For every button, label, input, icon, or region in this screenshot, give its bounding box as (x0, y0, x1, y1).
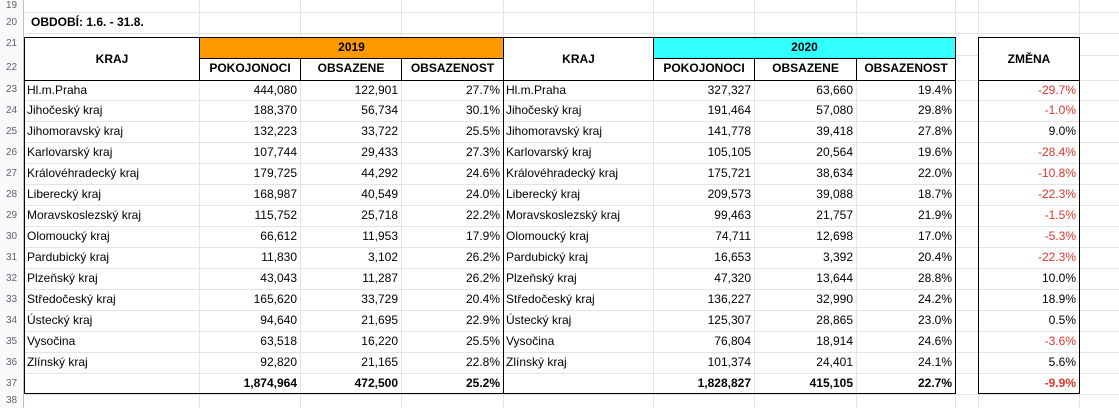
obsazenost-cell-2019[interactable]: 27.3% (465, 145, 500, 159)
year-2019-header[interactable]: 2019 (199, 37, 504, 59)
obsazene-cell-2020[interactable]: 38,634 (816, 166, 853, 180)
zmena-cell[interactable]: 9.0% (1048, 124, 1076, 138)
obsazene-cell-2020[interactable]: 39,088 (816, 187, 853, 201)
kraj-cell-2020[interactable]: Olomoucký kraj (506, 229, 589, 243)
obsazenost-cell-2019[interactable]: 22.2% (465, 208, 500, 222)
pokojonoci-cell-2020[interactable]: 101,374 (707, 355, 751, 369)
pokojonoci-cell-2019[interactable]: 11,830 (261, 250, 297, 264)
pokojonoci-cell-2019[interactable]: 92,820 (260, 355, 297, 369)
pokojonoci-cell-2020[interactable]: 141,778 (707, 124, 751, 138)
total-zmena[interactable]: -9.9% (1044, 376, 1076, 390)
zmena-cell[interactable]: -10.8% (1037, 166, 1076, 180)
total-pokojonoci-2020[interactable]: 1,828,827 (697, 376, 751, 390)
obsazenost-cell-2020[interactable]: 21.9% (917, 208, 952, 222)
row-header[interactable]: 25 (0, 121, 24, 142)
obsazenost-cell-2020[interactable]: 22.0% (917, 166, 952, 180)
obsazenost-header-2019[interactable]: OBSAZENOST (401, 58, 504, 81)
obsazenost-cell-2020[interactable]: 24.2% (917, 292, 952, 306)
zmena-cell[interactable]: 18.9% (1041, 292, 1076, 306)
row-header[interactable]: 36 (0, 352, 24, 373)
total-pokojonoci-2019[interactable]: 1,874,964 (243, 376, 297, 390)
obsazenost-cell-2019[interactable]: 24.0% (465, 187, 500, 201)
row-header[interactable]: 33 (0, 289, 24, 310)
zmena-cell[interactable]: 5.6% (1048, 355, 1076, 369)
obsazene-cell-2019[interactable]: 29,433 (361, 145, 398, 159)
kraj-cell-2019[interactable]: Jihočeský kraj (27, 103, 103, 117)
row-header[interactable]: 27 (0, 163, 24, 184)
zmena-cell[interactable]: -22.3% (1037, 250, 1076, 264)
kraj-cell-2020[interactable]: Pardubický kraj (506, 250, 589, 264)
row-header[interactable]: 29 (0, 205, 24, 226)
obsazenost-cell-2020[interactable]: 28.8% (917, 271, 952, 285)
obsazenost-cell-2020[interactable]: 24.1% (917, 355, 952, 369)
kraj-cell-2019[interactable]: Hl.m.Praha (27, 83, 88, 97)
kraj-cell-2019[interactable]: Královéhradecký kraj (27, 166, 140, 180)
row-header[interactable]: 23 (0, 80, 24, 100)
obsazene-cell-2020[interactable]: 63,660 (816, 83, 853, 97)
pokojonoci-cell-2019[interactable]: 43,043 (260, 271, 297, 285)
kraj-cell-2020[interactable]: Liberecký kraj (506, 187, 581, 201)
pokojonoci-cell-2020[interactable]: 16,653 (714, 250, 751, 264)
pokojonoci-cell-2019[interactable]: 179,725 (253, 166, 297, 180)
pokojonoci-cell-2020[interactable]: 76,804 (714, 334, 751, 348)
kraj-cell-2019[interactable]: Ústecký kraj (27, 313, 93, 327)
row-header[interactable]: 31 (0, 247, 24, 268)
row-header[interactable]: 26 (0, 142, 24, 163)
pokojonoci-cell-2020[interactable]: 136,227 (707, 292, 751, 306)
obsazene-cell-2019[interactable]: 11,953 (362, 229, 398, 243)
total-obsazenost-2020[interactable]: 22.7% (917, 376, 952, 390)
pokojonoci-cell-2020[interactable]: 47,320 (714, 271, 751, 285)
kraj-cell-2020[interactable]: Jihomoravský kraj (506, 124, 603, 138)
row-header[interactable]: 38 (0, 394, 24, 408)
kraj-cell-2019[interactable]: Vysočina (27, 334, 76, 348)
pokojonoci-cell-2020[interactable]: 209,573 (707, 187, 751, 201)
zmena-cell[interactable]: -29.7% (1037, 83, 1076, 97)
row-header[interactable]: 34 (0, 310, 24, 331)
pokojonoci-header-2020[interactable]: POKOJONOCI (653, 58, 755, 81)
pokojonoci-cell-2020[interactable]: 99,463 (714, 208, 751, 222)
obsazenost-cell-2020[interactable]: 24.6% (917, 334, 952, 348)
obsazenost-cell-2019[interactable]: 30.1% (465, 103, 500, 117)
obsazene-cell-2020[interactable]: 12,698 (816, 229, 853, 243)
kraj-cell-2020[interactable]: Zlínský kraj (506, 355, 567, 369)
obsazene-cell-2019[interactable]: 25,718 (361, 208, 398, 222)
kraj-cell-2019[interactable]: Moravskoslezský kraj (27, 208, 142, 222)
obsazene-cell-2019[interactable]: 21,695 (361, 313, 398, 327)
total-obsazene-2020[interactable]: 415,105 (809, 376, 853, 390)
pokojonoci-cell-2019[interactable]: 132,223 (253, 124, 297, 138)
kraj-cell-2019[interactable]: Jihomoravský kraj (27, 124, 124, 138)
obsazenost-cell-2019[interactable]: 22.9% (465, 313, 500, 327)
pokojonoci-cell-2020[interactable]: 74,711 (715, 229, 751, 243)
kraj-cell-2019[interactable]: Olomoucký kraj (27, 229, 110, 243)
obsazenost-cell-2020[interactable]: 27.8% (917, 124, 952, 138)
pokojonoci-cell-2019[interactable]: 94,640 (260, 313, 297, 327)
kraj-cell-2020[interactable]: Moravskoslezský kraj (506, 208, 621, 222)
obsazene-cell-2020[interactable]: 21,757 (816, 208, 853, 222)
obsazene-cell-2020[interactable]: 13,644 (816, 271, 853, 285)
obsazene-cell-2020[interactable]: 24,401 (816, 355, 853, 369)
obsazenost-cell-2019[interactable]: 26.2% (465, 271, 500, 285)
pokojonoci-cell-2019[interactable]: 115,752 (254, 208, 297, 222)
kraj-cell-2020[interactable]: Plzeňský kraj (506, 271, 577, 285)
kraj-cell-2020[interactable]: Vysočina (506, 334, 555, 348)
obsazene-cell-2020[interactable]: 28,865 (816, 313, 853, 327)
row-header[interactable]: 19 (0, 0, 24, 12)
obsazenost-cell-2020[interactable]: 18.7% (917, 187, 952, 201)
obsazenost-cell-2019[interactable]: 25.5% (465, 124, 500, 138)
obsazene-cell-2020[interactable]: 18,914 (816, 334, 853, 348)
pokojonoci-cell-2019[interactable]: 63,518 (260, 334, 297, 348)
kraj-cell-2020[interactable]: Královéhradecký kraj (506, 166, 619, 180)
obsazenost-cell-2020[interactable]: 19.4% (917, 83, 952, 97)
obsazene-cell-2020[interactable]: 57,080 (816, 103, 853, 117)
kraj-cell-2019[interactable]: Karlovarský kraj (27, 145, 113, 159)
obsazenost-cell-2019[interactable]: 22.8% (465, 355, 500, 369)
obsazenost-cell-2020[interactable]: 29.8% (917, 103, 952, 117)
kraj-cell-2019[interactable]: Zlínský kraj (27, 355, 88, 369)
obsazenost-cell-2019[interactable]: 17.9% (465, 229, 500, 243)
obsazenost-header-2020[interactable]: OBSAZENOST (856, 58, 956, 81)
obsazene-cell-2019[interactable]: 3,102 (367, 250, 398, 264)
pokojonoci-cell-2020[interactable]: 105,105 (707, 145, 751, 159)
row-header[interactable]: 21 (0, 33, 24, 55)
obsazenost-cell-2019[interactable]: 27.7% (465, 83, 500, 97)
kraj-cell-2019[interactable]: Pardubický kraj (27, 250, 110, 264)
obsazene-cell-2019[interactable]: 21,165 (361, 355, 398, 369)
obsazene-cell-2019[interactable]: 33,722 (361, 124, 398, 138)
kraj-cell-2020[interactable]: Hl.m.Praha (506, 83, 567, 97)
zmena-header[interactable]: ZMĚNA (978, 37, 1080, 81)
row-header[interactable]: 35 (0, 331, 24, 352)
kraj-cell-2020[interactable]: Středočeský kraj (506, 292, 595, 306)
zmena-cell[interactable]: -3.6% (1044, 334, 1076, 348)
gridline-horizontal (0, 394, 1119, 395)
obsazene-cell-2020[interactable]: 3,392 (822, 250, 853, 264)
kraj-cell-2019[interactable]: Liberecký kraj (27, 187, 102, 201)
pokojonoci-cell-2019[interactable]: 168,987 (253, 187, 297, 201)
kraj-cell-2020[interactable]: Ústecký kraj (506, 313, 572, 327)
obsazene-cell-2019[interactable]: 122,901 (354, 83, 398, 97)
pokojonoci-cell-2019[interactable]: 188,370 (253, 103, 297, 117)
zmena-cell[interactable]: -5.3% (1044, 229, 1076, 243)
total-obsazene-2019[interactable]: 472,500 (354, 376, 398, 390)
zmena-cell[interactable]: -1.0% (1044, 103, 1076, 117)
zmena-cell[interactable]: -28.4% (1037, 145, 1076, 159)
row-header[interactable]: 32 (0, 268, 24, 289)
obsazenost-cell-2019[interactable]: 20.4% (465, 292, 500, 306)
zmena-cell[interactable]: -1.5% (1044, 208, 1076, 222)
kraj-header-2019[interactable]: KRAJ (24, 37, 200, 81)
obsazene-header-2019[interactable]: OBSAZENE (300, 58, 402, 81)
pokojonoci-cell-2019[interactable]: 165,620 (253, 292, 297, 306)
pokojonoci-header-2019[interactable]: POKOJONOCI (199, 58, 301, 81)
pokojonoci-cell-2020[interactable]: 327,327 (707, 83, 751, 97)
obsazenost-cell-2019[interactable]: 25.5% (465, 334, 500, 348)
obsazenost-cell-2019[interactable]: 24.6% (465, 166, 500, 180)
total-obsazenost-2019[interactable]: 25.2% (465, 376, 500, 390)
kraj-cell-2019[interactable]: Středočeský kraj (27, 292, 116, 306)
year-2020-header[interactable]: 2020 (653, 37, 956, 59)
kraj-cell-2020[interactable]: Karlovarský kraj (506, 145, 592, 159)
obsazene-header-2020[interactable]: OBSAZENE (754, 58, 857, 81)
obsazenost-cell-2020[interactable]: 19.6% (917, 145, 952, 159)
obsazenost-cell-2020[interactable]: 23.0% (917, 313, 952, 327)
zmena-cell[interactable]: -22.3% (1037, 187, 1076, 201)
row-header[interactable]: 20 (0, 12, 24, 33)
obsazene-cell-2020[interactable]: 20,564 (816, 145, 853, 159)
kraj-cell-2020[interactable]: Jihočeský kraj (506, 103, 582, 117)
pokojonoci-cell-2020[interactable]: 125,307 (707, 313, 751, 327)
row-header[interactable]: 30 (0, 226, 24, 247)
pokojonoci-cell-2019[interactable]: 444,080 (253, 83, 297, 97)
pokojonoci-cell-2019[interactable]: 107,744 (253, 145, 297, 159)
pokojonoci-cell-2020[interactable]: 175,721 (707, 166, 751, 180)
kraj-header-2020[interactable]: KRAJ (503, 37, 654, 81)
row-header[interactable]: 28 (0, 184, 24, 205)
row-header[interactable]: 37 (0, 373, 24, 394)
obsazene-cell-2019[interactable]: 33,729 (361, 292, 398, 306)
zmena-cell[interactable]: 0.5% (1048, 313, 1076, 327)
obsazene-cell-2019[interactable]: 40,549 (361, 187, 398, 201)
obsazene-cell-2020[interactable]: 39,418 (816, 124, 853, 138)
obsazenost-cell-2020[interactable]: 20.4% (917, 250, 952, 264)
obsazene-cell-2020[interactable]: 32,990 (816, 292, 853, 306)
obsazene-cell-2019[interactable]: 16,220 (361, 334, 398, 348)
pokojonoci-cell-2020[interactable]: 191,464 (707, 103, 751, 117)
obsazene-cell-2019[interactable]: 11,287 (362, 271, 398, 285)
zmena-cell[interactable]: 10.0% (1041, 271, 1076, 285)
kraj-cell-2019[interactable]: Plzeňský kraj (27, 271, 98, 285)
period-title[interactable]: OBDOBÍ: 1.6. - 31.8. (31, 15, 144, 29)
pokojonoci-cell-2019[interactable]: 66,612 (260, 229, 297, 243)
row-header[interactable]: 24 (0, 100, 24, 121)
obsazene-cell-2019[interactable]: 44,292 (361, 166, 398, 180)
row-header[interactable]: 22 (0, 55, 24, 80)
obsazene-cell-2019[interactable]: 56,734 (361, 103, 398, 117)
gridline-horizontal (0, 33, 1119, 34)
obsazenost-cell-2020[interactable]: 17.0% (917, 229, 952, 243)
obsazenost-cell-2019[interactable]: 26.2% (465, 250, 500, 264)
